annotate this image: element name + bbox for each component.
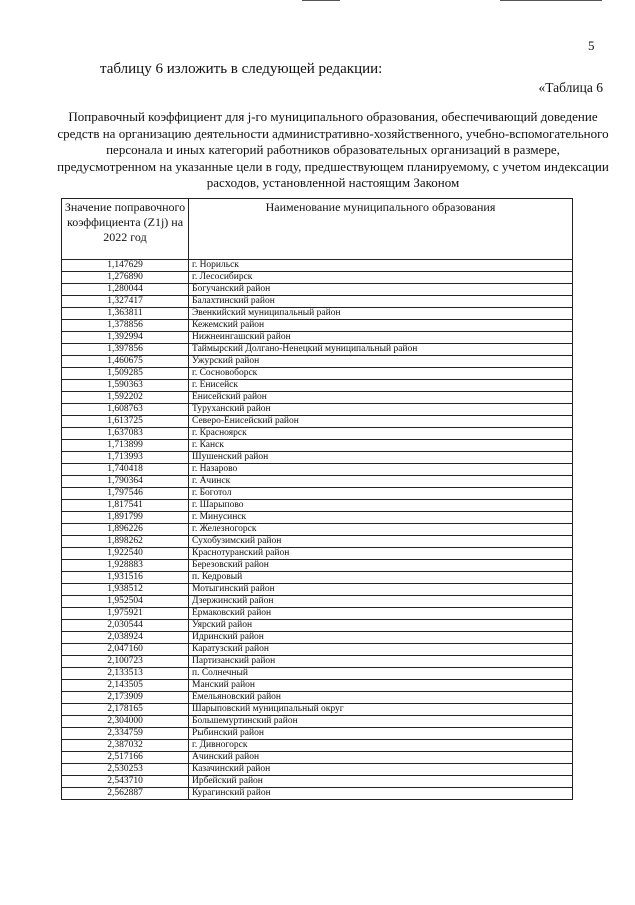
table-row [62, 500, 573, 512]
coefficient-value-cell: 2,178165 [62, 704, 189, 716]
header-municipality-name: Наименование муниципального образования [189, 199, 573, 260]
coefficient-value-cell: 2,543710 [62, 776, 189, 788]
table-row [62, 788, 573, 800]
coefficient-value-cell: 1,975921 [62, 608, 189, 620]
municipality-name-cell: Эвенкийский муниципальный район [189, 308, 573, 320]
coefficient-value-cell: 1,509285 [62, 368, 189, 380]
table-row [62, 632, 573, 644]
municipality-name-cell: г. Сосновоборск [189, 368, 573, 380]
municipality-name-cell: Дзержинский район [189, 596, 573, 608]
municipality-name-cell: Ачинский район [189, 752, 573, 764]
coefficient-value-cell: 1,817541 [62, 500, 189, 512]
coefficient-value-cell: 1,397856 [62, 344, 189, 356]
coefficient-value-cell: 2,133513 [62, 668, 189, 680]
municipality-name-cell: Манский район [189, 680, 573, 692]
coefficient-value-cell: 1,276890 [62, 272, 189, 284]
municipality-name-cell: г. Ачинск [189, 476, 573, 488]
municipality-name-cell: Курагинский район [189, 788, 573, 800]
table-row [62, 608, 573, 620]
coefficient-value-cell: 2,334759 [62, 728, 189, 740]
table-row [62, 344, 573, 356]
table-row [62, 320, 573, 332]
municipality-name-cell: г. Норильск [189, 260, 573, 272]
municipality-name-cell: г. Шарыпово [189, 500, 573, 512]
coefficient-value-cell: 1,713899 [62, 440, 189, 452]
municipality-name-cell: Балахтинский район [189, 296, 573, 308]
table-row [62, 512, 573, 524]
coefficient-value-cell: 1,592202 [62, 392, 189, 404]
municipality-name-cell: Большемуртинский район [189, 716, 573, 728]
municipality-name-cell: Таймырский Долгано-Ненецкий муниципальный район [189, 344, 573, 356]
table-title: Поправочный коэффициент для j-го муниципального образования, обеспечивающий доведение средств на организацию деятельности административно-хозяйственного, учебно-вспомогательного персонала и иных категорий работников образовательных организаций в размере, предусмотренном на указанные цели в году, предшествующем планируемому, с учетом индексации расходов, установленной настоящим Законом [57, 109, 609, 190]
table-row [62, 548, 573, 560]
table-row [62, 524, 573, 536]
municipality-name-cell: Рыбинский район [189, 728, 573, 740]
coefficient-value-cell: 1,363811 [62, 308, 189, 320]
table-row [62, 692, 573, 704]
municipality-name-cell: Партизанский район [189, 656, 573, 668]
table-row [62, 428, 573, 440]
municipality-name-cell: г. Канск [189, 440, 573, 452]
municipality-name-cell: Шушенский район [189, 452, 573, 464]
table-row [62, 776, 573, 788]
municipality-name-cell: г. Дивногорск [189, 740, 573, 752]
municipality-name-cell: п. Кедровый [189, 572, 573, 584]
municipality-name-cell: г. Минусинск [189, 512, 573, 524]
table-row [62, 404, 573, 416]
table-row [62, 440, 573, 452]
coefficient-value-cell: 2,562887 [62, 788, 189, 800]
municipality-name-cell: п. Солнечный [189, 668, 573, 680]
coefficient-table [61, 198, 573, 800]
coefficient-value-cell: 1,147629 [62, 260, 189, 272]
coefficient-value-cell: 1,327417 [62, 296, 189, 308]
table-row [62, 620, 573, 632]
table-row [62, 296, 573, 308]
table-row [62, 272, 573, 284]
table-header-row [62, 199, 573, 260]
municipality-name-cell: г. Лесосибирск [189, 272, 573, 284]
table-row [62, 704, 573, 716]
coefficient-value-cell: 1,898262 [62, 536, 189, 548]
table-row [62, 260, 573, 272]
coefficient-value-cell: 2,304000 [62, 716, 189, 728]
coefficient-value-cell: 1,891799 [62, 512, 189, 524]
municipality-name-cell: Сухобузимский район [189, 536, 573, 548]
municipality-name-cell: Нижнеингашский район [189, 332, 573, 344]
coefficient-value-cell: 1,922540 [62, 548, 189, 560]
table-row [62, 476, 573, 488]
municipality-name-cell: Мотыгинский район [189, 584, 573, 596]
table-row [62, 572, 573, 584]
table-row [62, 284, 573, 296]
municipality-name-cell: Богучанский район [189, 284, 573, 296]
table-row [62, 752, 573, 764]
table-row [62, 392, 573, 404]
page-number: 5 [588, 38, 595, 53]
municipality-name-cell: Емельяновский район [189, 692, 573, 704]
municipality-name-cell: г. Боготол [189, 488, 573, 500]
municipality-name-cell: Уярский район [189, 620, 573, 632]
coefficient-value-cell: 1,790364 [62, 476, 189, 488]
coefficient-value-cell: 1,896226 [62, 524, 189, 536]
municipality-name-cell: Ирбейский район [189, 776, 573, 788]
table-row [62, 644, 573, 656]
table-reference: «Таблица 6 [538, 80, 603, 95]
table-row [62, 596, 573, 608]
table-row [62, 728, 573, 740]
coefficient-value-cell: 1,613725 [62, 416, 189, 428]
table-row [62, 380, 573, 392]
municipality-name-cell: Казачинский район [189, 764, 573, 776]
coefficient-value-cell: 1,952504 [62, 596, 189, 608]
scan-mark-left [302, 0, 340, 1]
coefficient-value-cell: 1,280044 [62, 284, 189, 296]
municipality-name-cell: Каратузский район [189, 644, 573, 656]
table-row [62, 584, 573, 596]
municipality-name-cell: Енисейский район [189, 392, 573, 404]
table-row [62, 716, 573, 728]
coefficient-value-cell: 1,938512 [62, 584, 189, 596]
table-row [62, 740, 573, 752]
coefficient-value-cell: 1,713993 [62, 452, 189, 464]
coefficient-value-cell: 1,378856 [62, 320, 189, 332]
municipality-name-cell: г. Железногорск [189, 524, 573, 536]
coefficient-value-cell: 2,517166 [62, 752, 189, 764]
table-row [62, 560, 573, 572]
coefficient-value-cell: 2,173909 [62, 692, 189, 704]
coefficient-value-cell: 2,100723 [62, 656, 189, 668]
municipality-name-cell: Туруханский район [189, 404, 573, 416]
coefficient-value-cell: 1,608763 [62, 404, 189, 416]
municipality-name-cell: г. Красноярск [189, 428, 573, 440]
municipality-name-cell: Северо-Енисейский район [189, 416, 573, 428]
coefficient-value-cell: 2,387032 [62, 740, 189, 752]
municipality-name-cell: г. Назарово [189, 464, 573, 476]
municipality-name-cell: г. Енисейск [189, 380, 573, 392]
coefficient-value-cell: 1,928883 [62, 560, 189, 572]
coefficient-value-cell: 2,030544 [62, 620, 189, 632]
table-row [62, 680, 573, 692]
table-row [62, 536, 573, 548]
table-row [62, 332, 573, 344]
municipality-name-cell: Ермаковский район [189, 608, 573, 620]
table-row [62, 308, 573, 320]
coefficient-value-cell: 1,740418 [62, 464, 189, 476]
intro-text: таблицу 6 изложить в следующей редакции: [100, 61, 383, 77]
coefficient-value-cell: 2,047160 [62, 644, 189, 656]
table-row [62, 356, 573, 368]
table-row [62, 452, 573, 464]
table-row [62, 368, 573, 380]
table-row [62, 668, 573, 680]
coefficient-value-cell: 1,590363 [62, 380, 189, 392]
table-row [62, 656, 573, 668]
header-coefficient-value: Значение поправочного коэффициента (Z1j) на 2022 год [62, 199, 189, 260]
table-row [62, 464, 573, 476]
table-row [62, 416, 573, 428]
coefficient-value-cell: 1,392994 [62, 332, 189, 344]
municipality-name-cell: Шарыповский муниципальный округ [189, 704, 573, 716]
coefficient-value-cell: 1,460675 [62, 356, 189, 368]
municipality-name-cell: Краснотуранский район [189, 548, 573, 560]
municipality-name-cell: Ужурский район [189, 356, 573, 368]
coefficient-value-cell: 2,530253 [62, 764, 189, 776]
coefficient-value-cell: 2,038924 [62, 632, 189, 644]
municipality-name-cell: Кежемский район [189, 320, 573, 332]
coefficient-value-cell: 1,637083 [62, 428, 189, 440]
table-row [62, 488, 573, 500]
municipality-name-cell: Березовский район [189, 560, 573, 572]
table-row [62, 764, 573, 776]
coefficient-value-cell: 1,931516 [62, 572, 189, 584]
scan-mark-right [500, 0, 602, 1]
coefficient-value-cell: 2,143505 [62, 680, 189, 692]
coefficient-value-cell: 1,797546 [62, 488, 189, 500]
municipality-name-cell: Идринский район [189, 632, 573, 644]
